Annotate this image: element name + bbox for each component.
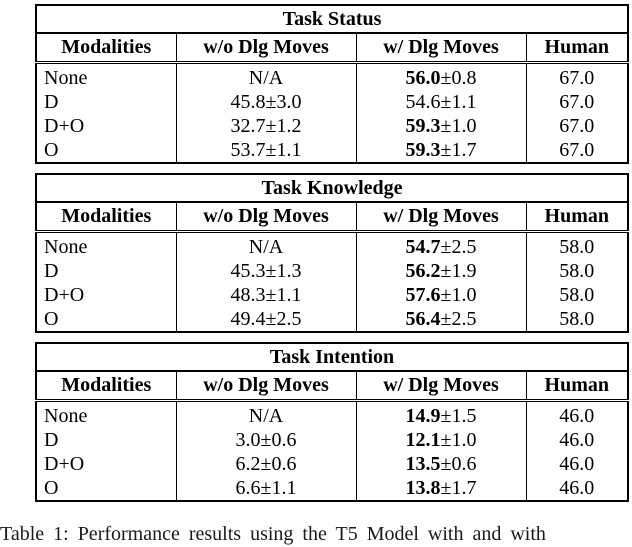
col-header-without-dlg-moves: w/o Dlg Moves — [176, 202, 356, 232]
modality-cell: D+O — [44, 284, 85, 306]
human-cell: 46.0 — [526, 428, 628, 452]
with-dlg-mean: 56.2 — [405, 260, 441, 282]
col-header-modalities: Modalities — [36, 202, 176, 232]
without-dlg-cell: 6.2±0.6 — [176, 452, 356, 476]
human-cell: 67.0 — [526, 63, 628, 91]
modality-cell: D — [44, 429, 59, 451]
table-row — [36, 307, 628, 332]
table-title-row — [36, 343, 628, 371]
human-cell: 58.0 — [526, 232, 628, 260]
with-dlg-cell — [356, 476, 526, 501]
human-cell: 46.0 — [526, 476, 628, 501]
human-cell: 58.0 — [526, 307, 628, 332]
table-row — [36, 283, 628, 307]
with-dlg-cell — [356, 232, 526, 260]
modality-cell: D — [44, 91, 59, 113]
modality-cell: O — [44, 308, 59, 330]
task-intention-table — [35, 342, 629, 502]
modality-cell: None — [44, 236, 88, 258]
table-row — [36, 90, 628, 114]
table-header-row — [36, 202, 628, 232]
with-dlg-stderr: ±1.0 — [440, 115, 477, 137]
human-cell: 46.0 — [526, 452, 628, 476]
with-dlg-mean: 56.0 — [405, 67, 441, 89]
table-row — [36, 63, 628, 91]
without-dlg-cell: 32.7±1.2 — [176, 114, 356, 138]
with-dlg-cell — [356, 114, 526, 138]
col-header-with-dlg-moves: w/ Dlg Moves — [356, 33, 526, 63]
human-cell: 58.0 — [526, 259, 628, 283]
table-row — [36, 428, 628, 452]
without-dlg-cell: 53.7±1.1 — [176, 138, 356, 163]
table-title-row — [36, 5, 628, 33]
with-dlg-mean: 54.7 — [405, 236, 441, 258]
with-dlg-stderr: ±1.0 — [440, 284, 477, 306]
col-header-human: Human — [526, 202, 628, 232]
col-header-modalities: Modalities — [36, 33, 176, 63]
human-cell: 67.0 — [526, 90, 628, 114]
with-dlg-cell — [356, 63, 526, 91]
col-header-without-dlg-moves: w/o Dlg Moves — [176, 371, 356, 401]
with-dlg-cell — [356, 283, 526, 307]
human-cell: 67.0 — [526, 138, 628, 163]
with-dlg-stderr: ±1.0 — [440, 429, 477, 451]
with-dlg-stderr: ±1.9 — [440, 260, 477, 282]
modality-cell: O — [44, 477, 59, 499]
without-dlg-cell: 45.8±3.0 — [176, 90, 356, 114]
without-dlg-cell: 48.3±1.1 — [176, 283, 356, 307]
col-header-without-dlg-moves: w/o Dlg Moves — [176, 33, 356, 63]
table-header-row — [36, 33, 628, 63]
with-dlg-mean: 13.5 — [405, 453, 441, 475]
with-dlg-mean: 54.6 — [405, 91, 441, 113]
modality-cell: None — [44, 67, 88, 89]
modality-cell: D+O — [44, 115, 85, 137]
with-dlg-cell — [356, 307, 526, 332]
with-dlg-mean: 59.3 — [405, 115, 441, 137]
with-dlg-stderr: ±2.5 — [440, 236, 477, 258]
with-dlg-mean: 57.6 — [405, 284, 441, 306]
human-cell: 67.0 — [526, 114, 628, 138]
table-row — [36, 138, 628, 163]
table-title-row — [36, 174, 628, 202]
with-dlg-stderr: ±1.5 — [440, 405, 477, 427]
with-dlg-mean: 13.8 — [405, 477, 441, 499]
modality-cell: None — [44, 405, 88, 427]
without-dlg-cell: N/A — [176, 63, 356, 91]
with-dlg-stderr: ±1.7 — [440, 139, 477, 161]
col-header-with-dlg-moves: w/ Dlg Moves — [356, 202, 526, 232]
col-header-with-dlg-moves: w/ Dlg Moves — [356, 371, 526, 401]
with-dlg-stderr: ±2.5 — [440, 308, 477, 330]
table-title: Task Knowledge — [36, 174, 628, 202]
table-row — [36, 259, 628, 283]
col-header-modalities: Modalities — [36, 371, 176, 401]
with-dlg-stderr: ±0.6 — [440, 453, 477, 475]
modality-cell: O — [44, 139, 59, 161]
table-row — [36, 452, 628, 476]
with-dlg-mean: 59.3 — [405, 139, 441, 161]
with-dlg-mean: 12.1 — [405, 429, 441, 451]
with-dlg-cell — [356, 428, 526, 452]
human-cell: 46.0 — [526, 401, 628, 429]
table-row — [36, 401, 628, 429]
table-row — [36, 476, 628, 501]
without-dlg-cell: 49.4±2.5 — [176, 307, 356, 332]
modality-cell: D+O — [44, 453, 85, 475]
with-dlg-mean: 14.9 — [405, 405, 441, 427]
table-row — [36, 232, 628, 260]
with-dlg-stderr: ±1.1 — [440, 91, 477, 113]
without-dlg-cell: N/A — [176, 232, 356, 260]
human-cell: 58.0 — [526, 283, 628, 307]
modality-cell: D — [44, 260, 59, 282]
table-header-row — [36, 371, 628, 401]
table-title: Task Intention — [36, 343, 628, 371]
without-dlg-cell: N/A — [176, 401, 356, 429]
col-header-human: Human — [526, 371, 628, 401]
with-dlg-cell — [356, 401, 526, 429]
with-dlg-stderr: ±0.8 — [440, 67, 477, 89]
with-dlg-cell — [356, 452, 526, 476]
table-caption: Table 1: Performance results using the T5 Model with and with — [0, 523, 546, 545]
with-dlg-stderr: ±1.7 — [440, 477, 477, 499]
without-dlg-cell: 3.0±0.6 — [176, 428, 356, 452]
table-row — [36, 114, 628, 138]
col-header-human: Human — [526, 33, 628, 63]
without-dlg-cell: 6.6±1.1 — [176, 476, 356, 501]
with-dlg-cell — [356, 138, 526, 163]
without-dlg-cell: 45.3±1.3 — [176, 259, 356, 283]
with-dlg-mean: 56.4 — [405, 308, 441, 330]
task-status-table — [35, 4, 629, 164]
table-title: Task Status — [36, 5, 628, 33]
task-knowledge-table — [35, 173, 629, 333]
with-dlg-cell — [356, 259, 526, 283]
with-dlg-cell — [356, 90, 526, 114]
